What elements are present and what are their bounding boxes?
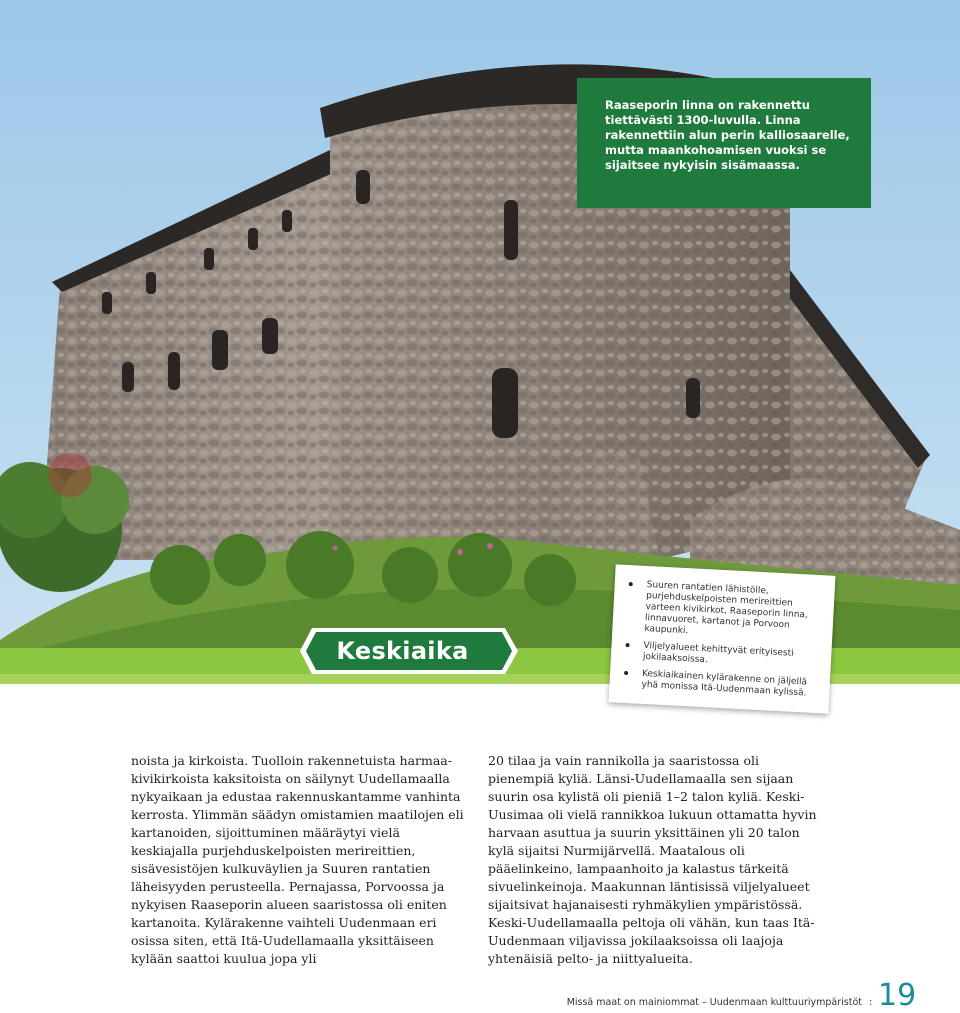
body-paragraph-right: 20 tilaa ja vain rannikolla ja saaristossa oli pienempiä kyliä. Länsi-Uudellamaalla sen sijaan suurin osa kylistä oli pieniä 1–2 talon kyliä. Keski-Uusimaa oli vielä rannikkoa lukuun ottamatta hyvin harvaan asuttua ja suurin yksittäinen yli 20 talon kylä sijaitsi Nurmijärvellä. Maatalous oli pääelinkeino, lampaanhoito ja kalastus tärkeitä sivuelinkeinoja. Maakunnan läntisissä viljelyalueet sijaitsivat hajanaisesti ryhmäkylien ympäristössä. Keski-Uudellamaalla peltoja oli vähän, kun taas Itä-Uudenmaan viljavissa jokilaaksoissa oli laajoja yhtenäisiä pelto- ja niittyalueita. [488,753,817,966]
page-number: 19 [878,978,917,1013]
summary-note-card [609,564,836,713]
summary-note-item: Keskiaikainen kylärakenne on jäljellä yhä monissa Itä-Uudenmaan kylissä. [641,669,818,700]
summary-note-item: Suuren rantatien lähistölle, purjehduskelpoisten merireittien varteen kivikirkot, Raaseporin linna, linnavuoret, kartanot ja Porvoon kaupunki. [644,580,823,644]
body-column-left [131,752,471,968]
summary-note-item: Viljelyalueet kehittyvät erityisesti jokilaaksoissa. [643,641,820,672]
body-column-right [488,752,828,968]
photo-caption-box [577,78,871,208]
summary-note-list [641,580,823,700]
photo-caption-text: Raaseporin linna on rakennettu tiettävästi 1300-luvulla. Linna rakennettiin alun perin kalliosaarelle, mutta maankohoamisen vuoksi se sijaitsee nykyisin sisämaassa. [605,98,850,172]
body-paragraph-left: noista ja kirkoista. Tuolloin rakennetuista harmaa-kivikirkoista kaksitoista on säilynyt Uudellamaalla nykyaikaan ja edustaa rakennuskantamme vanhinta kerrosta. Ylimmän säädyn omistamien maatilojen eli kartanoiden, sijoittuminen määräytyi vielä keskiajalla purjehduskelpoisten merireittien, sisävesistöjen kulkuväylien ja Suuren rantatien läheisyyden perusteella. Pernajassa, Porvoossa ja nykyisen Raaseporin alueen saaristossa oli eniten kartanoita. Kylärakenne vaihteli Uudenmaan eri osissa siten, että Itä-Uudellamaalla yksittäiseen kylään saattoi kuulua jopa yli [131,753,464,966]
section-badge-label: Keskiaika [336,637,469,665]
footer-publication-title: Missä maat on mainiommat – Uudenmaan kulttuuriympäristöt [566,997,862,1008]
footer-separator: : [869,997,873,1008]
